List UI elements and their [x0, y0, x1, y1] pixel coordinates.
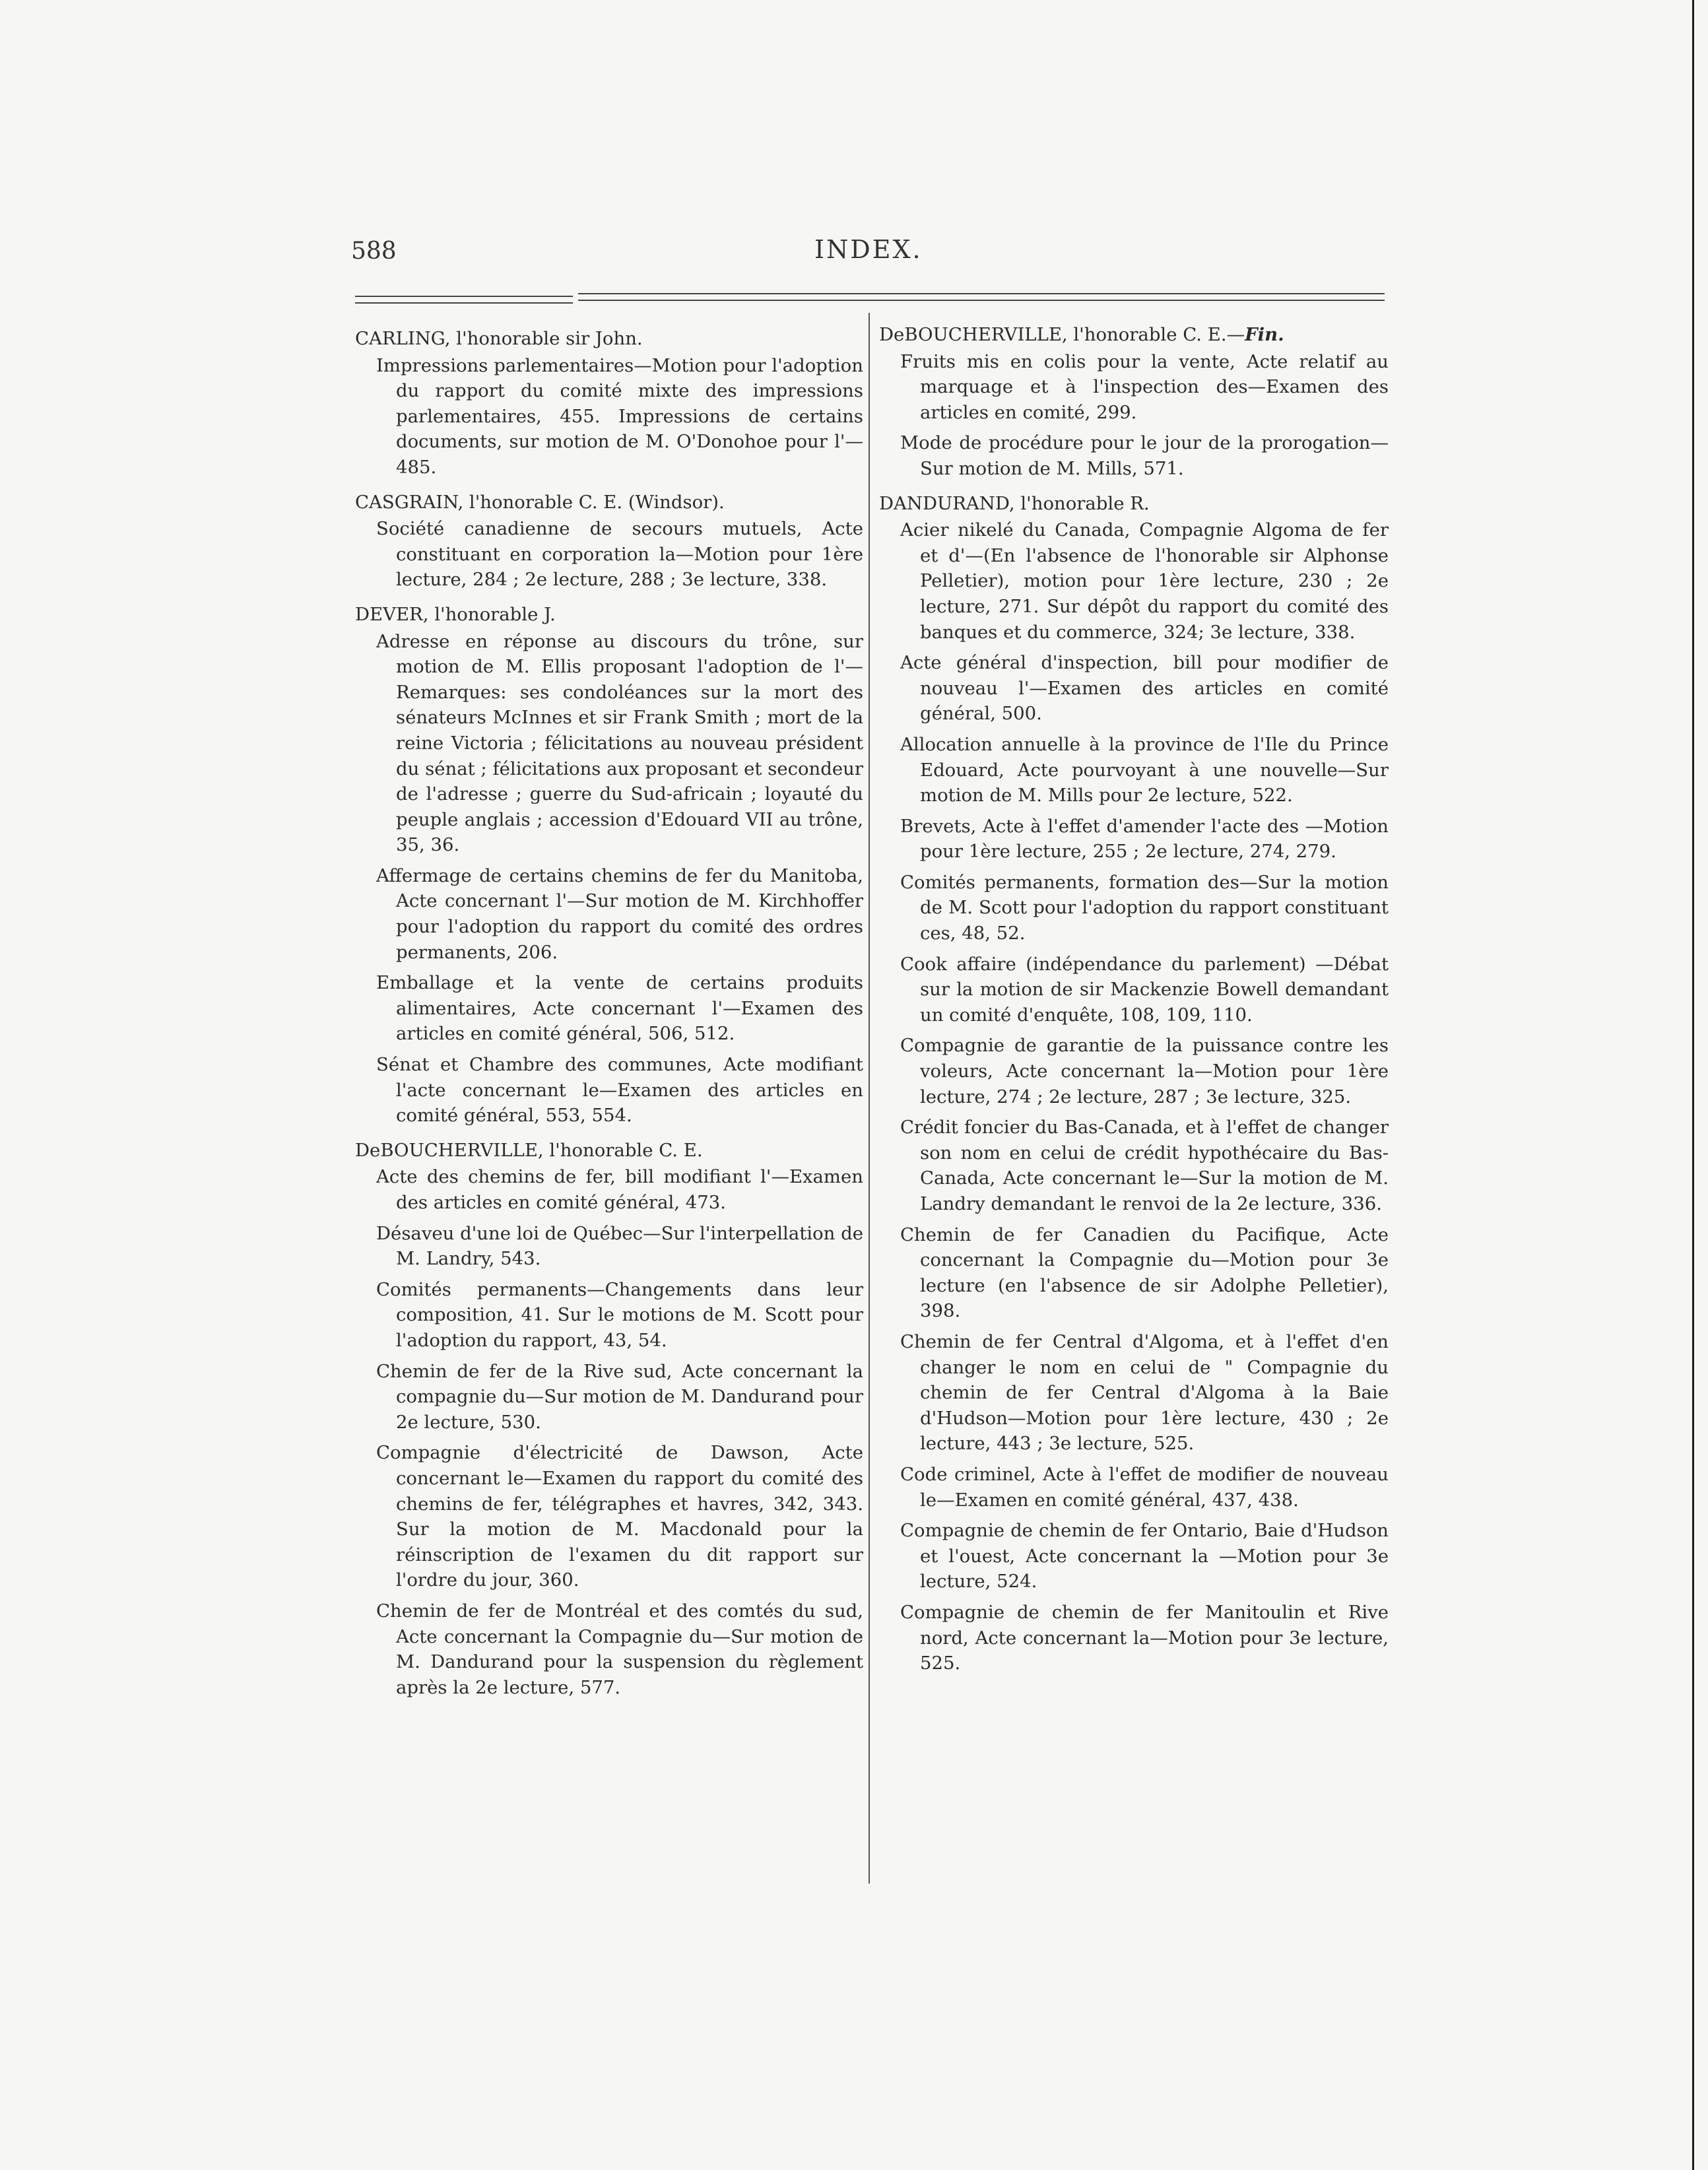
subentry: Comités permanents—Changements dans leur composition, 41. Sur le motions de M. Scott pour l'adoption du rapport, 43, 54. — [376, 1278, 863, 1351]
subentry: Acte des chemins de fer, bill modifiant l'—Examen des articles en comité général, 473. — [376, 1166, 863, 1213]
index-entry — [879, 491, 1389, 1676]
entry-heading-text: DeBOUCHERVILLE, l'honorable C. E.— — [879, 324, 1245, 345]
subentry: Compagnie de garantie de la puissance contre les voleurs, Acte concernant la—Motion pour 1ère lecture, 274 ; 2e lecture, 287 ; 3e lecture, 325. — [900, 1035, 1389, 1107]
page-title: INDEX. — [814, 235, 923, 264]
left-column — [355, 326, 863, 1709]
subentry: Désaveu d'une loi de Québec—Sur l'interpellation de M. Landry, 543. — [376, 1222, 863, 1270]
subentry: Adresse en réponse au discours du trône, sur motion de M. Ellis proposant l'adoption de l'—Remarques: ses condoléances sur la mort des sénateurs McInnes et sir Frank Smith ; mort de la reine Victoria ; félicitations au nouveau président du sénat ; félicitations aux proposant et secondeur de l'adresse ; guerre du Sud-africain ; loyauté du peuple anglais ; accession d'Edouard VII au trône, 35, 36. — [376, 630, 863, 856]
entry-heading-text: CARLING, l'honorable sir John. — [355, 328, 643, 349]
subentry: Chemin de fer de la Rive sud, Acte concernant la compagnie du—Sur motion de M. Dandurand pour 2e lecture, 530. — [376, 1360, 863, 1433]
page-number: 588 — [351, 238, 397, 265]
index-entry — [355, 490, 863, 593]
header-rule — [578, 300, 1385, 301]
subentry: Affermage de certains chemins de fer du Manitoba, Acte concernant l'—Sur motion de M. Kirchhoffer pour l'adoption du rapport du comité des ordres permanents, 206. — [376, 865, 863, 963]
entry-heading — [355, 326, 863, 352]
subentry: Fruits mis en colis pour la vente, Acte relatif au marquage et à l'inspection des—Examen des articles en comité, 299. — [900, 350, 1389, 423]
entry-heading — [355, 1138, 863, 1164]
entry-heading — [879, 322, 1389, 348]
subentry: Comités permanents, formation des—Sur la motion de M. Scott pour l'adoption du rapport constituant ces, 48, 52. — [900, 871, 1389, 944]
subentry: Acier nikelé du Canada, Compagnie Algoma de fer et d'—(En l'absence de l'honorable sir Alphonse Pelletier), motion pour 1ère lecture, 230 ; 2e lecture, 271. Sur dépôt du rapport du comité des banques et du commerce, 324; 3e lecture, 338. — [900, 519, 1389, 643]
subentry: Société canadienne de secours mutuels, Acte constituant en corporation la—Motion pour 1ère lecture, 284 ; 2e lecture, 288 ; 3e lecture, 338. — [376, 518, 863, 591]
subentry: Sénat et Chambre des communes, Acte modifiant l'acte concernant le—Examen des articles en comité général, 553, 554. — [376, 1054, 863, 1127]
entry-heading-text: DEVER, l'honorable J. — [355, 603, 556, 625]
subentry: Compagnie de chemin de fer Manitoulin et Rive nord, Acte concernant la—Motion pour 3e lecture, 525. — [900, 1601, 1389, 1674]
header-rule — [578, 293, 1385, 294]
entry-heading — [355, 602, 863, 628]
entry-heading-text: DeBOUCHERVILLE, l'honorable C. E. — [355, 1139, 703, 1161]
subentry: Acte général d'inspection, bill pour modifier de nouveau l'—Examen des articles en comité général, 500. — [900, 652, 1389, 725]
index-entry — [879, 322, 1389, 482]
subentry: Crédit foncier du Bas-Canada, et à l'effet de changer son nom en celui de crédit hypothécaire du Bas-Canada, Acte concernant le—Sur la motion de M. Landry demandant le renvoi de la 2e lecture, 336. — [900, 1117, 1389, 1214]
binding-edge — [1692, 0, 1694, 2170]
subentry: Impressions parlementaires—Motion pour l'adoption du rapport du comité mixte des impressions parlementaires, 455. Impressions de certains documents, sur motion de M. O'Donohoe pour l'—485. — [376, 354, 863, 478]
subentry: Brevets, Acte à l'effet d'amender l'acte des —Motion pour 1ère lecture, 255 ; 2e lecture, 274, 279. — [900, 815, 1389, 863]
right-column — [879, 322, 1389, 1686]
subentry: Emballage et la vente de certains produits alimentaires, Acte concernant l'—Examen des articles en comité général, 506, 512. — [376, 972, 863, 1045]
entry-heading-suffix: Fin. — [1245, 324, 1284, 345]
entry-heading — [355, 490, 863, 515]
index-entry — [355, 326, 863, 480]
subentry: Compagnie d'électricité de Dawson, Acte concernant le—Examen du rapport du comité des chemins de fer, télégraphes et havres, 342, 343. Sur la motion de M. Macdonald pour la réinscription de l'examen du dit rapport sur l'ordre du jour, 360. — [376, 1442, 863, 1591]
entry-heading-text: DANDURAND, l'honorable R. — [879, 492, 1150, 514]
subentry: Code criminel, Acte à l'effet de modifier de nouveau le—Examen en comité général, 437, 438. — [900, 1463, 1389, 1511]
subentry: Chemin de fer Canadien du Pacifique, Acte concernant la Compagnie du—Motion pour 3e lecture (en l'absence de sir Adolphe Pelletier), 398. — [900, 1224, 1389, 1322]
index-entry — [355, 602, 863, 1129]
subentry: Allocation annuelle à la province de l'Ile du Prince Edouard, Acte pourvoyant à une nouvelle—Sur motion de M. Mills pour 2e lecture, 522. — [900, 733, 1389, 806]
subentry: Cook affaire (indépendance du parlement) —Débat sur la motion de sir Mackenzie Bowell demandant un comité d'enquête, 108, 109, 110. — [900, 953, 1389, 1026]
entry-heading-text: CASGRAIN, l'honorable C. E. (Windsor). — [355, 491, 725, 513]
header-rule — [355, 302, 573, 304]
subentry: Mode de procédure pour le jour de la prorogation—Sur motion de M. Mills, 571. — [900, 432, 1389, 479]
subentry: Chemin de fer de Montréal et des comtés du sud, Acte concernant la Compagnie du—Sur motion de M. Dandurand pour la suspension du règlement après la 2e lecture, 577. — [376, 1600, 863, 1698]
column-divider — [869, 313, 870, 1884]
subentry: Chemin de fer Central d'Algoma, et à l'effet d'en changer le nom en celui de " Compagnie du chemin de fer Central d'Algoma à la Baie d'Hudson—Motion pour 1ère lecture, 430 ; 2e lecture, 443 ; 3e lecture, 525. — [900, 1331, 1389, 1455]
index-entry — [355, 1138, 863, 1700]
entry-heading — [879, 491, 1389, 517]
header-rule — [355, 296, 573, 297]
subentry: Compagnie de chemin de fer Ontario, Baie d'Hudson et l'ouest, Acte concernant la —Motion pour 3e lecture, 524. — [900, 1520, 1389, 1593]
